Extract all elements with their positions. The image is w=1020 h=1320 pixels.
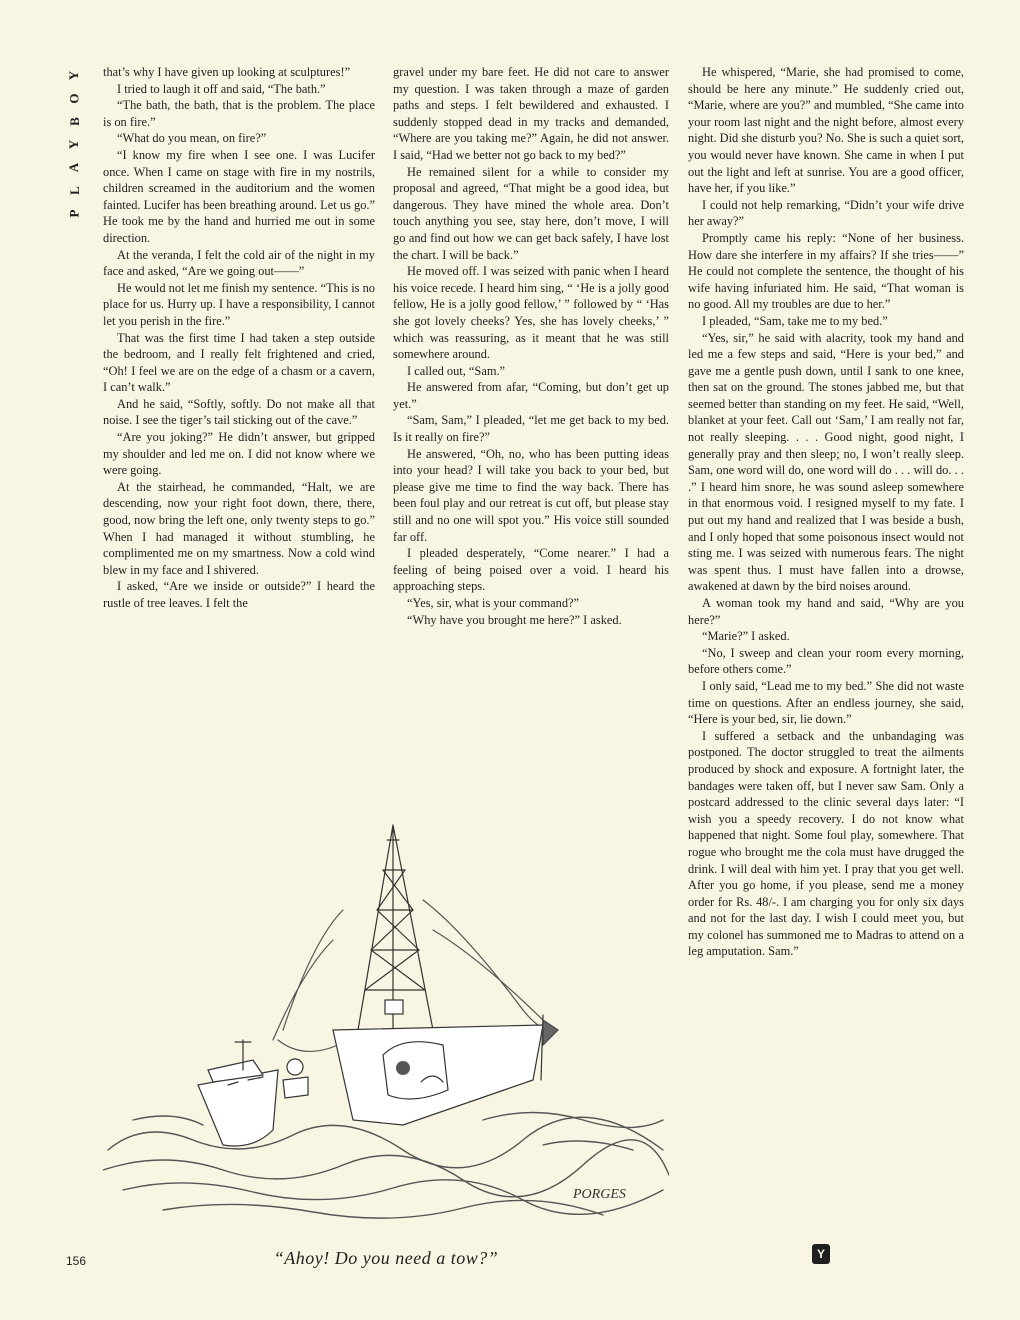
paragraph: That was the first time I had taken a step outside the bedroom, and I really felt frightened and cried, “Oh! I feel we are on the edge of a chasm or a cavern, I can’t walk.”	[103, 330, 375, 395]
paragraph: gravel under my bare feet. He did not care to answer my question. I was taken through a maze of garden paths and steps. I felt bewildered and exhausted. I suddenly stopped dead in my tracks and demanded, “Where are you taking me?” Again, he did not answer. I said, “Had we better not go back to my bed?”	[393, 65, 669, 162]
page-number: 156	[66, 1254, 87, 1268]
paragraph: “I know my fire when I see one. I was Lucifer once. When I came on stage with fire in my nostrils, children screamed in the auditorium and the women fainted. Lucifer has been breathing around. Let us go.” He took me by the hand and hurried me out in some direction.	[103, 147, 375, 245]
paragraph: At the stairhead, he commanded, “Halt, we are descending, now your right foot down, there, there, good, now bring the left one, only twenty steps to go.” When I had managed it without stumbling, he complimented me on my smartness. Now a cold wind blew in my face and I shivered.	[103, 479, 375, 577]
text-column-1	[103, 64, 375, 612]
paragraph: He remained silent for a while to consider my proposal and agreed, “That might be a good idea, but dangerous. They have mined the whole area. Don’t touch anything you see, stay here, don’t move, I will go and find out how we can get back safely, I have lost the chart. I will be back.”	[393, 164, 669, 262]
masthead-letter: Y	[66, 70, 82, 81]
masthead-letter: Y	[66, 139, 82, 150]
paragraph: I could not help remarking, “Didn’t your wife drive her away?”	[688, 197, 964, 229]
text-column-3	[688, 64, 964, 960]
paragraph: I tried to laugh it off and said, “The bath.”	[117, 81, 326, 96]
paragraph: He would not let me finish my sentence. “This is no place for us. Hurry up. I have a responsibility, I cannot let you perish in the fire.”	[103, 280, 375, 328]
paragraph: that’s why I have given up looking at sculptures!”	[103, 65, 351, 79]
paragraph: I pleaded desperately, “Come nearer.” I had a feeling of being poised over a void. I heard his approaching steps.	[393, 546, 669, 594]
paragraph: “Yes, sir,” he said with alacrity, took my hand and led me a few steps and said, “Here is your bed,” and gave me a gentle push down, until I sank to one knee, then sat on the ground. The stones jabbed me, but that seemed better than standing on my feet. He said, “Well, blanket at your feet. Call out ‘Sam,’ I am really not far, not really sleeping. . . . Good night, good night, I generally pray and then sleep; no, I won’t really sleep. Sam, one word will do, one word will do . . . will do. . . .” I heard him snore, he was sound asleep somewhere in that enormous void. I resigned myself to my fate. I put out my hand and realized that I was beside a bush, and I only hoped that some poisonous insect would not sting me. I was seized with numerous fears. The night was spent thus. I must have fallen into a drowse, awakened at dawn by the bird noises around.	[688, 330, 964, 594]
paragraph: I called out, “Sam.”	[407, 363, 506, 378]
text-column-2	[393, 64, 669, 628]
masthead-letter: O	[66, 93, 82, 104]
cartoon-illustration	[103, 820, 669, 1225]
paragraph: I pleaded, “Sam, take me to my bed.”	[702, 313, 888, 328]
paragraph: “The bath, the bath, that is the problem. The place is on fire.”	[103, 98, 375, 129]
paragraph: “No, I sweep and clean your room every morning, before others come.”	[688, 645, 964, 677]
paragraph: “Sam, Sam,” I pleaded, “let me get back to my bed. Is it really on fire?”	[393, 413, 669, 445]
paragraph: A woman took my hand and said, “Why are you here?”	[688, 596, 964, 627]
cabin-cruiser	[198, 1040, 308, 1146]
masthead-letter: A	[66, 162, 82, 173]
rabbit-end-mark-icon: Y	[812, 1244, 830, 1264]
sea-waves	[103, 1113, 669, 1219]
paragraph: “Why have you brought me here?” I asked.	[407, 612, 622, 627]
paragraph: “Yes, sir, what is your command?”	[407, 596, 580, 610]
masthead-letter: B	[66, 117, 82, 126]
masthead-letter: P	[66, 209, 82, 218]
paragraph: At the veranda, I felt the cold air of the night in my face and asked, “Are we going out——”	[103, 247, 375, 279]
paragraph: I only said, “Lead me to my bed.” She did not waste time on questions. After an endless journey, she said, “Here is your bed, sir, lie down.”	[688, 678, 964, 727]
paragraph: I asked, “Are we inside or outside?” I heard the rustle of tree leaves. I felt the	[103, 579, 375, 610]
paragraph: He answered, “Oh, no, who has been putting ideas into your head? I will take you back to your bed, but please give me time to find the way back. There has been foul play and our retreat is cut off, but please stay still and no one will spot you.” His voice still sounded far off.	[393, 446, 669, 544]
paragraph: “What do you mean, on fire?”	[117, 131, 267, 146]
paragraph: He whispered, “Marie, she had promised to come, should be here any minute.” He suddenly cried out, “Marie, where are you?” and mumbled, “She came into your room last night and the night before, almost every night. Did she disturb you? No. She is such a quiet sort, you would never have known. She came in when I put out the light and left at sunrise. You are a good officer, have her, if you like.”	[688, 65, 965, 196]
paragraph: I suffered a setback and the unbandaging was postponed. The doctor struggled to treat the ailments produced by shock and exposure. A fortnight later, the bandages were taken off, but I never saw Sam. Only a postcard addressed to the clinic several days later: “I wish you a speedy recovery. I do not know what happened that night. Some foul play, somewhere. That rogue who brought me the cola must have drugged the drink. I will deal with him yet. I pray that you get well. After you go home, if you please, send me a money order for Rs. 48/-. I am charging you for only six days and not for the last day. I wish I could meet you, but my colonel has summoned me to Madras to attend on a leg amputation. Sam.”	[688, 728, 964, 959]
paragraph: He moved off. I was seized with panic when I heard his voice recede. I heard him sing, “ ‘He is a jolly good fellow, He is a jolly good fellow,’ ” followed by “ ‘Has she got lovely cheeks? Yes, she has lovely cheeks,’ ” which was reassuring, as it meant that he was still somewhere around.	[393, 264, 669, 362]
cartoon-caption: “Ahoy! Do you need a tow?”	[273, 1248, 499, 1268]
masthead	[64, 64, 84, 225]
paragraph: “Marie?” I asked.	[702, 629, 790, 644]
paragraph: He answered from afar, “Coming, but don’t get up yet.”	[393, 380, 669, 411]
masthead-letter: L	[66, 186, 82, 195]
fishing-trawler	[273, 825, 558, 1125]
paragraph: Promptly came his reply: “None of her business. How dare she interfere in my affairs? If she tries——” He could not complete the sentence, the thought of his wife having infuriated him. He said, “That woman is no good. All my troubles are due to her.”	[688, 230, 964, 312]
paragraph: “Are you joking?” He didn’t answer, but gripped my shoulder and led me on. I did not know where we were going.	[103, 430, 375, 478]
paragraph: And he said, “Softly, softly. Do not make all that noise. I see the tiger’s tail sticking out of the cave.”	[103, 396, 375, 428]
artist-signature: PORGES	[573, 1187, 626, 1202]
